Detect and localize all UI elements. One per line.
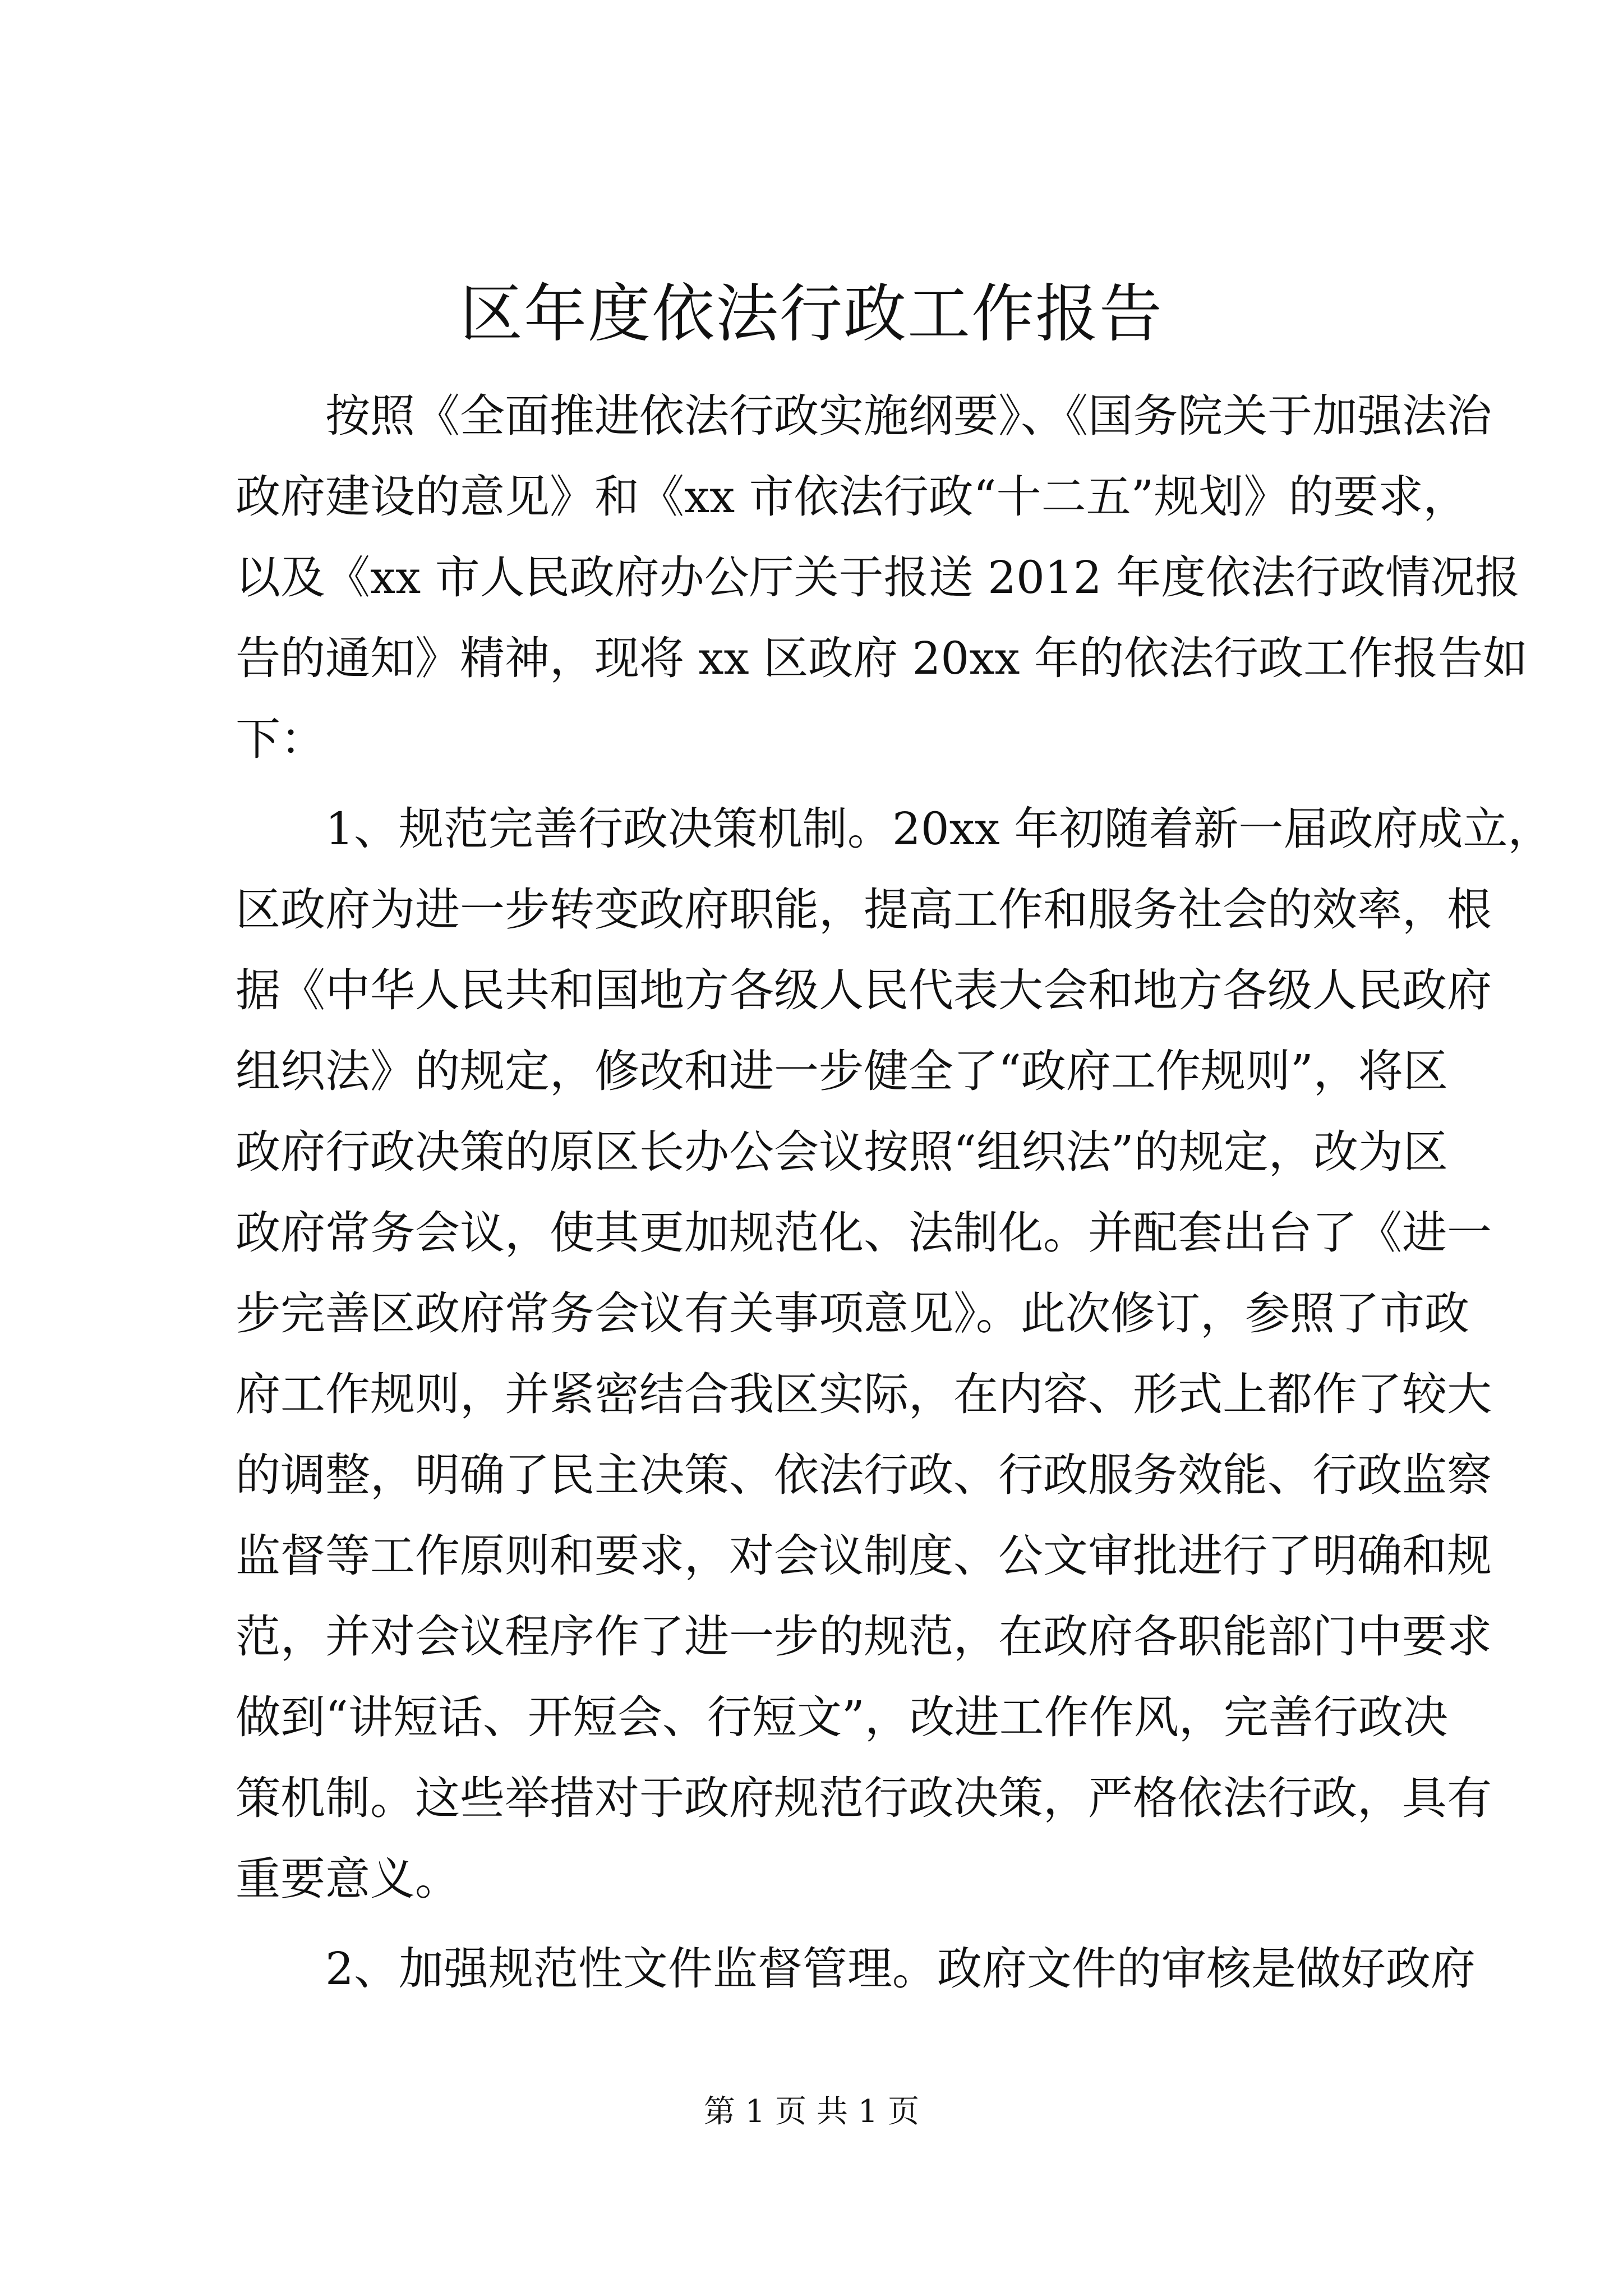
text-line: 府工作规则，并紧密结合我区实际，在内容、形式上都作了较大 (236, 1368, 1492, 1420)
text-line: 2、加强规范性文件监督管理。政府文件的审核是做好政府 (325, 1943, 1476, 1995)
text-line: 告的通知》精神，现将 xx 区政府 20xx 年的依法行政工作报告如 (236, 632, 1528, 684)
text-line: 按照《全面推进依法行政实施纲要》、《国务院关于加强法治 (325, 390, 1492, 442)
text-line: 据《中华人民共和国地方各级人民代表大会和地方各级人民政府 (236, 964, 1492, 1016)
text-line: 政府建设的意见》和《xx 市依法行政“十二五”规划》的要求， (236, 471, 1468, 523)
text-line: 以及《xx 市人民政府办公厅关于报送 2012 年度依法行政情况报 (236, 551, 1520, 604)
text-line: 政府常务会议，使其更加规范化、法制化。并配套出台了《进一 (236, 1207, 1492, 1259)
text-line: 下： (236, 713, 325, 765)
page-title: 区年度依法行政工作报告 (460, 278, 1163, 351)
text-line: 政府行政决策的原区长办公会议按照“组织法”的规定，改为区 (236, 1126, 1448, 1178)
text-line: 的调整，明确了民主决策、依法行政、行政服务效能、行政监察 (236, 1449, 1492, 1501)
text-line: 做到“讲短话、开短会、行短文”，改进工作作风，完善行政决 (236, 1691, 1448, 1743)
paragraph-normative-documents (236, 1929, 1476, 2009)
text-line: 区政府为进一步转变政府职能，提高工作和服务社会的效率，根 (236, 884, 1492, 936)
page-number: 第 1 页 共 1 页 (703, 2093, 920, 2130)
text-line: 步完善区政府常务会议有关事项意见》。此次修订，参照了市政 (236, 1287, 1469, 1340)
text-line: 策机制。这些举措对于政府规范行政决策，严格依法行政，具有 (236, 1772, 1492, 1824)
text-line: 组织法》的规定，修改和进一步健全了“政府工作规则”，将区 (236, 1045, 1448, 1097)
paragraph-decision-mechanism (236, 789, 1553, 1920)
text-line: 1、规范完善行政决策机制。20xx 年初随着新一届政府成立， (325, 803, 1553, 855)
text-line: 监督等工作原则和要求，对会议制度、公文审批进行了明确和规 (236, 1530, 1492, 1582)
paragraph-intro (236, 376, 1528, 780)
text-line: 范，并对会议程序作了进一步的规范，在政府各职能部门中要求 (236, 1611, 1492, 1663)
text-line: 重要意义。 (236, 1853, 460, 1905)
document-body (236, 376, 1553, 2009)
